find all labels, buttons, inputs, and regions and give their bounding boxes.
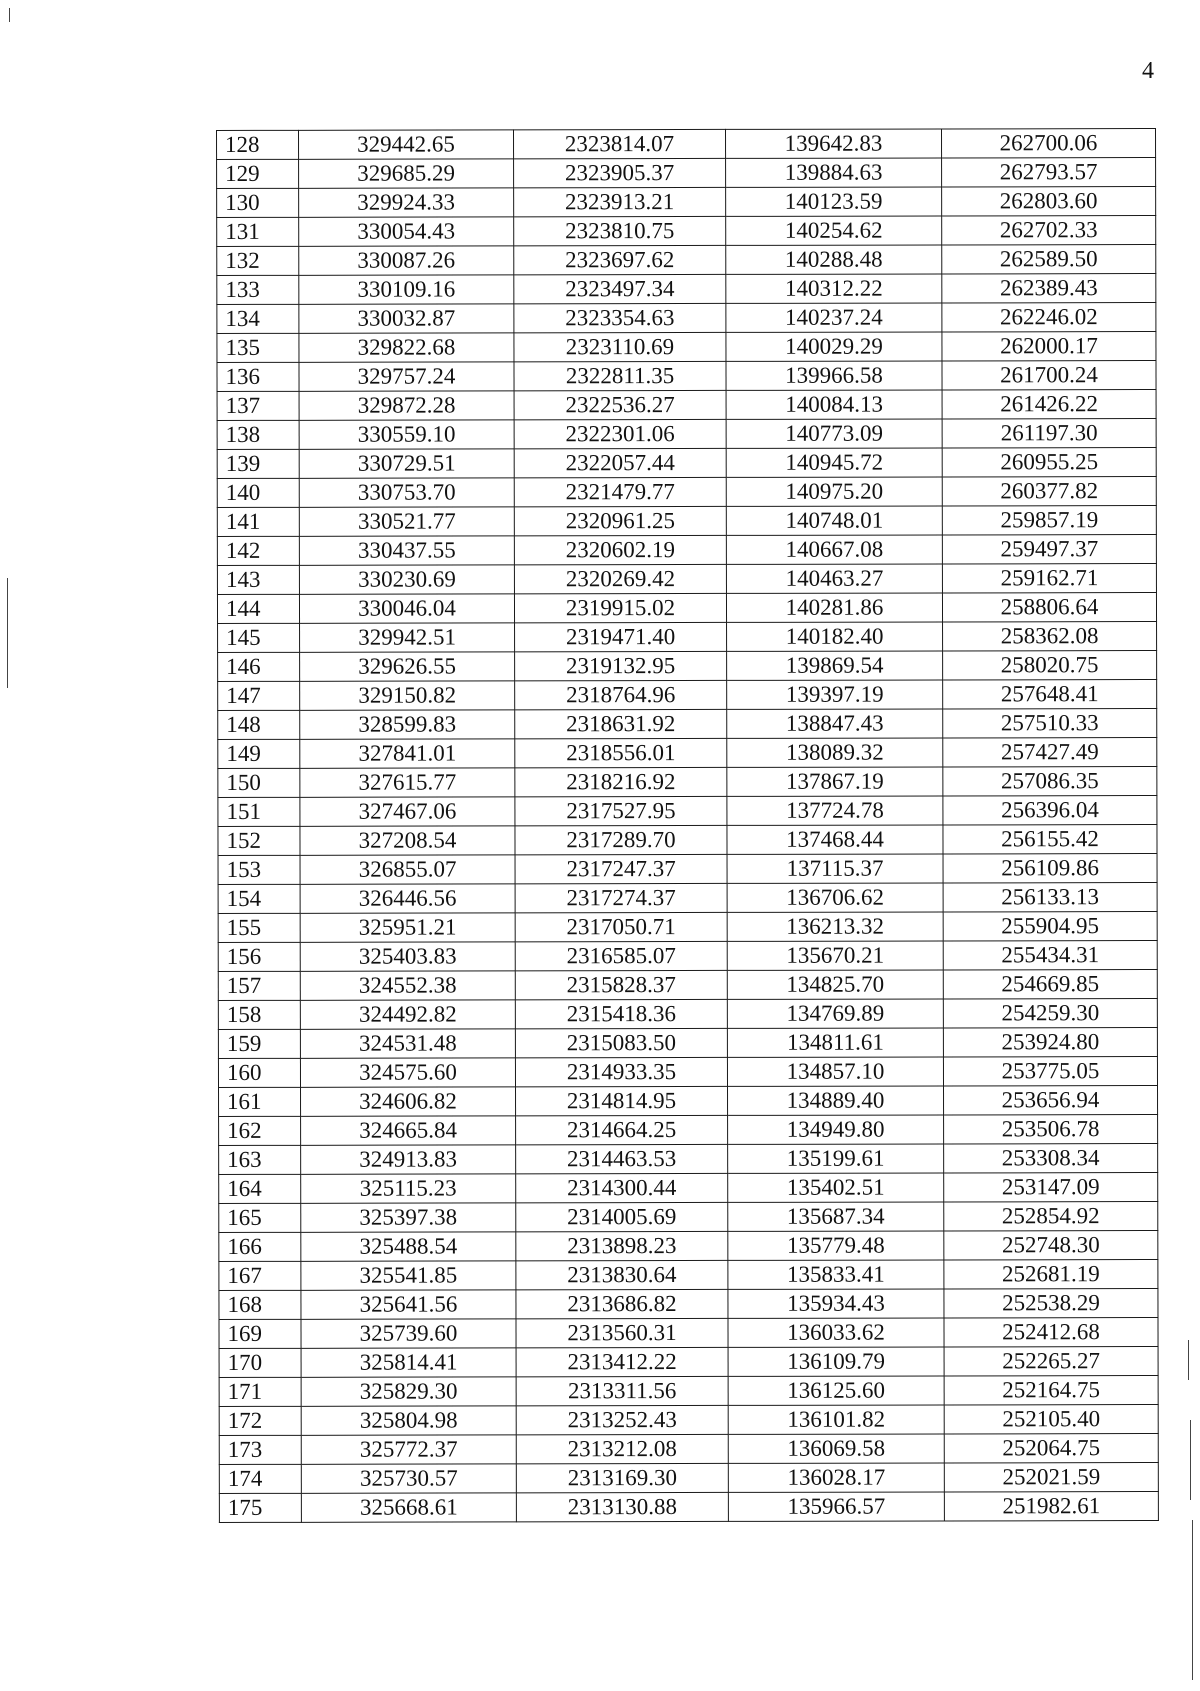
- y2-coordinate-cell: 259162.71: [942, 564, 1156, 593]
- x-coordinate-cell: 330054.43: [299, 217, 514, 246]
- x-coordinate-cell: 330046.04: [299, 594, 514, 623]
- point-number-cell: 144: [217, 594, 299, 623]
- y2-coordinate-cell: 256155.42: [943, 825, 1157, 854]
- point-number-cell: 151: [218, 797, 300, 826]
- y-coordinate-cell: 2313130.88: [516, 1492, 728, 1521]
- x-coordinate-cell: 325641.56: [301, 1290, 516, 1319]
- y2-coordinate-cell: 262389.43: [942, 274, 1156, 303]
- x-coordinate-cell: 326446.56: [300, 884, 515, 913]
- x2-coordinate-cell: 135966.57: [728, 1492, 944, 1521]
- y2-coordinate-cell: 261700.24: [942, 361, 1156, 390]
- table-row: [218, 622, 1157, 653]
- y-coordinate-cell: 2317050.71: [515, 912, 727, 941]
- table-row: [218, 767, 1157, 798]
- y-coordinate-cell: 2318216.92: [515, 767, 727, 796]
- table-row: [218, 883, 1157, 914]
- table-row: [217, 332, 1156, 363]
- table-row: [219, 1347, 1158, 1378]
- y-coordinate-cell: 2313412.22: [516, 1347, 728, 1376]
- point-number-cell: 154: [218, 884, 300, 913]
- point-number-cell: 153: [218, 855, 300, 884]
- y-coordinate-cell: 2314814.95: [516, 1086, 728, 1115]
- x2-coordinate-cell: 136109.79: [728, 1347, 944, 1376]
- table-row: [217, 129, 1156, 160]
- table-row: [217, 535, 1156, 566]
- point-number-cell: 137: [217, 391, 299, 420]
- x2-coordinate-cell: 140123.59: [726, 187, 942, 216]
- y2-coordinate-cell: 252748.30: [944, 1231, 1158, 1260]
- table-row: [217, 187, 1156, 218]
- x-coordinate-cell: 329924.33: [299, 188, 514, 217]
- y2-coordinate-cell: 253308.34: [944, 1144, 1158, 1173]
- x2-coordinate-cell: 140945.72: [726, 448, 942, 477]
- x-coordinate-cell: 324531.48: [300, 1029, 515, 1058]
- y-coordinate-cell: 2318556.01: [515, 738, 727, 767]
- point-number-cell: 141: [217, 507, 299, 536]
- x-coordinate-cell: 329626.55: [300, 652, 515, 681]
- table-row: [219, 1434, 1158, 1465]
- table-row: [218, 680, 1157, 711]
- x-coordinate-cell: 330729.51: [299, 449, 514, 478]
- point-number-cell: 148: [218, 710, 300, 739]
- y-coordinate-cell: 2317527.95: [515, 796, 727, 825]
- x-coordinate-cell: 325397.38: [301, 1203, 516, 1232]
- y2-coordinate-cell: 252064.75: [944, 1434, 1158, 1463]
- point-number-cell: 168: [219, 1290, 301, 1319]
- x-coordinate-cell: 326855.07: [300, 855, 515, 884]
- x-coordinate-cell: 324492.82: [300, 1000, 515, 1029]
- y-coordinate-cell: 2320602.19: [514, 535, 726, 564]
- x-coordinate-cell: 325115.23: [301, 1174, 516, 1203]
- x2-coordinate-cell: 136101.82: [728, 1405, 944, 1434]
- table-row: [217, 477, 1156, 508]
- x2-coordinate-cell: 140463.27: [726, 564, 942, 593]
- x2-coordinate-cell: 134811.61: [727, 1028, 943, 1057]
- y-coordinate-cell: 2314005.69: [516, 1202, 728, 1231]
- x2-coordinate-cell: 135779.48: [728, 1231, 944, 1260]
- table-row: [217, 564, 1156, 595]
- y-coordinate-cell: 2317289.70: [515, 825, 727, 854]
- point-number-cell: 156: [218, 942, 300, 971]
- point-number-cell: 172: [219, 1406, 301, 1435]
- x2-coordinate-cell: 134889.40: [728, 1086, 944, 1115]
- x-coordinate-cell: 324665.84: [301, 1116, 516, 1145]
- y2-coordinate-cell: 252021.59: [944, 1463, 1158, 1492]
- x-coordinate-cell: 327615.77: [300, 768, 515, 797]
- y-coordinate-cell: 2322301.06: [514, 419, 726, 448]
- x2-coordinate-cell: 134825.70: [727, 970, 943, 999]
- y2-coordinate-cell: 262589.50: [942, 245, 1156, 274]
- point-number-cell: 136: [217, 362, 299, 391]
- x2-coordinate-cell: 140288.48: [726, 245, 942, 274]
- x-coordinate-cell: 325804.98: [301, 1406, 516, 1435]
- point-number-cell: 165: [219, 1203, 301, 1232]
- x-coordinate-cell: 325668.61: [301, 1493, 516, 1522]
- y2-coordinate-cell: 262793.57: [942, 158, 1156, 187]
- y2-coordinate-cell: 262803.60: [942, 187, 1156, 216]
- y2-coordinate-cell: 253924.80: [943, 1028, 1157, 1057]
- point-number-cell: 128: [217, 130, 299, 159]
- table-row: [218, 796, 1157, 827]
- table-row: [217, 448, 1156, 479]
- y-coordinate-cell: 2322536.27: [514, 390, 726, 419]
- y-coordinate-cell: 2318631.92: [515, 709, 727, 738]
- table-row: [218, 970, 1157, 1001]
- y-coordinate-cell: 2323697.62: [514, 245, 726, 274]
- point-number-cell: 145: [218, 623, 300, 652]
- point-number-cell: 161: [219, 1087, 301, 1116]
- point-number-cell: 162: [219, 1116, 301, 1145]
- table-row: [218, 738, 1157, 769]
- table-row: [219, 1289, 1158, 1320]
- x2-coordinate-cell: 137724.78: [727, 796, 943, 825]
- y2-coordinate-cell: 252164.75: [944, 1376, 1158, 1405]
- x2-coordinate-cell: 140237.24: [726, 303, 942, 332]
- y-coordinate-cell: 2323814.07: [514, 129, 726, 158]
- y-coordinate-cell: 2323497.34: [514, 274, 726, 303]
- x2-coordinate-cell: 135833.41: [728, 1260, 944, 1289]
- table-row: [217, 390, 1156, 421]
- y-coordinate-cell: 2317274.37: [515, 883, 727, 912]
- x-coordinate-cell: 328599.83: [300, 710, 515, 739]
- point-number-cell: 174: [219, 1464, 301, 1493]
- y2-coordinate-cell: 256396.04: [943, 796, 1157, 825]
- x2-coordinate-cell: 136069.58: [728, 1434, 944, 1463]
- table-row: [219, 1405, 1158, 1436]
- x-coordinate-cell: 327467.06: [300, 797, 515, 826]
- x2-coordinate-cell: 139397.19: [727, 680, 943, 709]
- y-coordinate-cell: 2313311.56: [516, 1376, 728, 1405]
- y-coordinate-cell: 2319471.40: [515, 622, 727, 651]
- point-number-cell: 167: [219, 1261, 301, 1290]
- point-number-cell: 155: [218, 913, 300, 942]
- y2-coordinate-cell: 259857.19: [942, 506, 1156, 535]
- x-coordinate-cell: 329685.29: [299, 159, 514, 188]
- y-coordinate-cell: 2319132.95: [515, 651, 727, 680]
- y2-coordinate-cell: 260377.82: [942, 477, 1156, 506]
- scan-mark: [9, 8, 10, 22]
- y2-coordinate-cell: 253656.94: [944, 1086, 1158, 1115]
- x2-coordinate-cell: 134857.10: [727, 1057, 943, 1086]
- x2-coordinate-cell: 135402.51: [728, 1173, 944, 1202]
- y-coordinate-cell: 2314933.35: [515, 1057, 727, 1086]
- x-coordinate-cell: 329822.68: [299, 333, 514, 362]
- point-number-cell: 129: [217, 159, 299, 188]
- y2-coordinate-cell: 261426.22: [942, 390, 1156, 419]
- table-row: [219, 1376, 1158, 1407]
- x-coordinate-cell: 324575.60: [300, 1058, 515, 1087]
- y2-coordinate-cell: 253775.05: [943, 1057, 1157, 1086]
- x2-coordinate-cell: 136213.32: [727, 912, 943, 941]
- table-row: [217, 419, 1156, 450]
- x-coordinate-cell: 329442.65: [299, 130, 514, 159]
- x-coordinate-cell: 324913.83: [301, 1145, 516, 1174]
- table-row: [218, 709, 1157, 740]
- table-row: [218, 825, 1157, 856]
- x-coordinate-cell: 324552.38: [300, 971, 515, 1000]
- y2-coordinate-cell: 253147.09: [944, 1173, 1158, 1202]
- y2-coordinate-cell: 261197.30: [942, 419, 1156, 448]
- x2-coordinate-cell: 136028.17: [728, 1463, 944, 1492]
- point-number-cell: 147: [218, 681, 300, 710]
- table-row: [219, 1463, 1158, 1494]
- x2-coordinate-cell: 140254.62: [726, 216, 942, 245]
- y-coordinate-cell: 2317247.37: [515, 854, 727, 883]
- x2-coordinate-cell: 136125.60: [728, 1376, 944, 1405]
- table-row: [219, 1202, 1158, 1233]
- point-number-cell: 170: [219, 1348, 301, 1377]
- y-coordinate-cell: 2322057.44: [514, 448, 726, 477]
- point-number-cell: 152: [218, 826, 300, 855]
- y-coordinate-cell: 2323913.21: [514, 187, 726, 216]
- point-number-cell: 134: [217, 304, 299, 333]
- point-number-cell: 163: [219, 1145, 301, 1174]
- y-coordinate-cell: 2313830.64: [516, 1260, 728, 1289]
- y-coordinate-cell: 2315828.37: [515, 970, 727, 999]
- x2-coordinate-cell: 140029.29: [726, 332, 942, 361]
- table-row: [218, 651, 1157, 682]
- table-row: [217, 593, 1156, 624]
- x2-coordinate-cell: 134949.80: [728, 1115, 944, 1144]
- x2-coordinate-cell: 134769.89: [727, 999, 943, 1028]
- y2-coordinate-cell: 260955.25: [942, 448, 1156, 477]
- x-coordinate-cell: 330521.77: [299, 507, 514, 536]
- point-number-cell: 175: [219, 1493, 301, 1522]
- table-row: [219, 1492, 1158, 1523]
- point-number-cell: 173: [219, 1435, 301, 1464]
- y2-coordinate-cell: 253506.78: [944, 1115, 1158, 1144]
- point-number-cell: 166: [219, 1232, 301, 1261]
- x-coordinate-cell: 325730.57: [301, 1464, 516, 1493]
- y2-coordinate-cell: 252412.68: [944, 1318, 1158, 1347]
- point-number-cell: 131: [217, 217, 299, 246]
- scan-mark: [1190, 1420, 1191, 1500]
- y2-coordinate-cell: 257086.35: [943, 767, 1157, 796]
- scan-mark: [7, 578, 8, 688]
- y-coordinate-cell: 2322811.35: [514, 361, 726, 390]
- y-coordinate-cell: 2313169.30: [516, 1463, 728, 1492]
- x2-coordinate-cell: 140667.08: [726, 535, 942, 564]
- table-row: [217, 158, 1156, 189]
- y2-coordinate-cell: 252538.29: [944, 1289, 1158, 1318]
- coordinate-table: [216, 128, 1159, 1523]
- y2-coordinate-cell: 262000.17: [942, 332, 1156, 361]
- y2-coordinate-cell: 259497.37: [942, 535, 1156, 564]
- x2-coordinate-cell: 135687.34: [728, 1202, 944, 1231]
- table-row: [218, 854, 1157, 885]
- y2-coordinate-cell: 254669.85: [943, 970, 1157, 999]
- point-number-cell: 142: [217, 536, 299, 565]
- x-coordinate-cell: 325403.83: [300, 942, 515, 971]
- point-number-cell: 149: [218, 739, 300, 768]
- y-coordinate-cell: 2319915.02: [514, 593, 726, 622]
- table-row: [217, 245, 1156, 276]
- point-number-cell: 138: [217, 420, 299, 449]
- y-coordinate-cell: 2318764.96: [515, 680, 727, 709]
- coordinate-table-body: [217, 129, 1159, 1523]
- table-row: [218, 1057, 1157, 1088]
- x-coordinate-cell: 325541.85: [301, 1261, 516, 1290]
- y2-coordinate-cell: 258362.08: [943, 622, 1157, 651]
- table-row: [217, 216, 1156, 247]
- y-coordinate-cell: 2323110.69: [514, 332, 726, 361]
- table-row: [218, 999, 1157, 1030]
- y-coordinate-cell: 2313686.82: [516, 1289, 728, 1318]
- x2-coordinate-cell: 139642.83: [725, 129, 941, 158]
- point-number-cell: 143: [217, 565, 299, 594]
- y2-coordinate-cell: 256133.13: [943, 883, 1157, 912]
- table-row: [219, 1173, 1158, 1204]
- x2-coordinate-cell: 140084.13: [726, 390, 942, 419]
- y-coordinate-cell: 2314664.25: [516, 1115, 728, 1144]
- y2-coordinate-cell: 262702.33: [942, 216, 1156, 245]
- y2-coordinate-cell: 257510.33: [943, 709, 1157, 738]
- y-coordinate-cell: 2313212.08: [516, 1434, 728, 1463]
- table-row: [219, 1260, 1158, 1291]
- y2-coordinate-cell: 262246.02: [942, 303, 1156, 332]
- x-coordinate-cell: 329872.28: [299, 391, 514, 420]
- x2-coordinate-cell: 137468.44: [727, 825, 943, 854]
- y2-coordinate-cell: 257427.49: [943, 738, 1157, 767]
- x-coordinate-cell: 330109.16: [299, 275, 514, 304]
- x2-coordinate-cell: 135934.43: [728, 1289, 944, 1318]
- y2-coordinate-cell: 252681.19: [944, 1260, 1158, 1289]
- point-number-cell: 130: [217, 188, 299, 217]
- page-number: 4: [1142, 58, 1154, 84]
- point-number-cell: 135: [217, 333, 299, 362]
- x2-coordinate-cell: 138089.32: [727, 738, 943, 767]
- y-coordinate-cell: 2320269.42: [514, 564, 726, 593]
- point-number-cell: 146: [218, 652, 300, 681]
- table-row: [217, 506, 1156, 537]
- y2-coordinate-cell: 255904.95: [943, 912, 1157, 941]
- y-coordinate-cell: 2313252.43: [516, 1405, 728, 1434]
- point-number-cell: 171: [219, 1377, 301, 1406]
- table-row: [218, 1028, 1157, 1059]
- point-number-cell: 159: [218, 1029, 300, 1058]
- x2-coordinate-cell: 140182.40: [727, 622, 943, 651]
- y-coordinate-cell: 2314463.53: [516, 1144, 728, 1173]
- x-coordinate-cell: 325829.30: [301, 1377, 516, 1406]
- point-number-cell: 169: [219, 1319, 301, 1348]
- x-coordinate-cell: 330230.69: [299, 565, 514, 594]
- x2-coordinate-cell: 139869.54: [727, 651, 943, 680]
- y-coordinate-cell: 2323905.37: [514, 158, 726, 187]
- table-row: [219, 1086, 1158, 1117]
- x2-coordinate-cell: 140773.09: [726, 419, 942, 448]
- x-coordinate-cell: 325739.60: [301, 1319, 516, 1348]
- point-number-cell: 158: [218, 1000, 300, 1029]
- scan-mark: [1188, 1340, 1189, 1380]
- x2-coordinate-cell: 135670.21: [727, 941, 943, 970]
- table-row: [218, 912, 1157, 943]
- x-coordinate-cell: 330559.10: [299, 420, 514, 449]
- y2-coordinate-cell: 258020.75: [943, 651, 1157, 680]
- point-number-cell: 160: [218, 1058, 300, 1087]
- x2-coordinate-cell: 139966.58: [726, 361, 942, 390]
- x-coordinate-cell: 330753.70: [299, 478, 514, 507]
- table-row: [219, 1115, 1158, 1146]
- y-coordinate-cell: 2313898.23: [516, 1231, 728, 1260]
- y2-coordinate-cell: 257648.41: [943, 680, 1157, 709]
- x-coordinate-cell: 327208.54: [300, 826, 515, 855]
- x-coordinate-cell: 327841.01: [300, 739, 515, 768]
- y2-coordinate-cell: 252265.27: [944, 1347, 1158, 1376]
- y2-coordinate-cell: 262700.06: [941, 129, 1155, 158]
- x-coordinate-cell: 330032.87: [299, 304, 514, 333]
- y-coordinate-cell: 2315083.50: [515, 1028, 727, 1057]
- x2-coordinate-cell: 135199.61: [728, 1144, 944, 1173]
- y-coordinate-cell: 2320961.25: [514, 506, 726, 535]
- table-row: [219, 1144, 1158, 1175]
- y2-coordinate-cell: 251982.61: [944, 1492, 1158, 1521]
- table-row: [217, 361, 1156, 392]
- x-coordinate-cell: 330087.26: [299, 246, 514, 275]
- x2-coordinate-cell: 136033.62: [728, 1318, 944, 1347]
- y-coordinate-cell: 2323810.75: [514, 216, 726, 245]
- x2-coordinate-cell: 138847.43: [727, 709, 943, 738]
- x-coordinate-cell: 330437.55: [299, 536, 514, 565]
- table-row: [217, 303, 1156, 334]
- y2-coordinate-cell: 256109.86: [943, 854, 1157, 883]
- y2-coordinate-cell: 255434.31: [943, 941, 1157, 970]
- table-row: [219, 1318, 1158, 1349]
- x2-coordinate-cell: 140748.01: [726, 506, 942, 535]
- y-coordinate-cell: 2315418.36: [515, 999, 727, 1028]
- x-coordinate-cell: 329942.51: [300, 623, 515, 652]
- x2-coordinate-cell: 139884.63: [726, 158, 942, 187]
- x-coordinate-cell: 324606.82: [301, 1087, 516, 1116]
- table-row: [218, 941, 1157, 972]
- x-coordinate-cell: 329757.24: [299, 362, 514, 391]
- point-number-cell: 150: [218, 768, 300, 797]
- y2-coordinate-cell: 258806.64: [942, 593, 1156, 622]
- x-coordinate-cell: 325814.41: [301, 1348, 516, 1377]
- point-number-cell: 157: [218, 971, 300, 1000]
- point-number-cell: 133: [217, 275, 299, 304]
- table-row: [219, 1231, 1158, 1262]
- point-number-cell: 139: [217, 449, 299, 478]
- y2-coordinate-cell: 252854.92: [944, 1202, 1158, 1231]
- point-number-cell: 164: [219, 1174, 301, 1203]
- x-coordinate-cell: 325772.37: [301, 1435, 516, 1464]
- y2-coordinate-cell: 252105.40: [944, 1405, 1158, 1434]
- x-coordinate-cell: 325951.21: [300, 913, 515, 942]
- y-coordinate-cell: 2323354.63: [514, 303, 726, 332]
- y-coordinate-cell: 2316585.07: [515, 941, 727, 970]
- y-coordinate-cell: 2314300.44: [516, 1173, 728, 1202]
- x2-coordinate-cell: 140281.86: [726, 593, 942, 622]
- x2-coordinate-cell: 137867.19: [727, 767, 943, 796]
- y2-coordinate-cell: 254259.30: [943, 999, 1157, 1028]
- y-coordinate-cell: 2321479.77: [514, 477, 726, 506]
- scan-mark: [1192, 1520, 1193, 1680]
- x2-coordinate-cell: 136706.62: [727, 883, 943, 912]
- x-coordinate-cell: 325488.54: [301, 1232, 516, 1261]
- point-number-cell: 140: [217, 478, 299, 507]
- x2-coordinate-cell: 140975.20: [726, 477, 942, 506]
- point-number-cell: 132: [217, 246, 299, 275]
- x2-coordinate-cell: 137115.37: [727, 854, 943, 883]
- table-row: [217, 274, 1156, 305]
- y-coordinate-cell: 2313560.31: [516, 1318, 728, 1347]
- x2-coordinate-cell: 140312.22: [726, 274, 942, 303]
- x-coordinate-cell: 329150.82: [300, 681, 515, 710]
